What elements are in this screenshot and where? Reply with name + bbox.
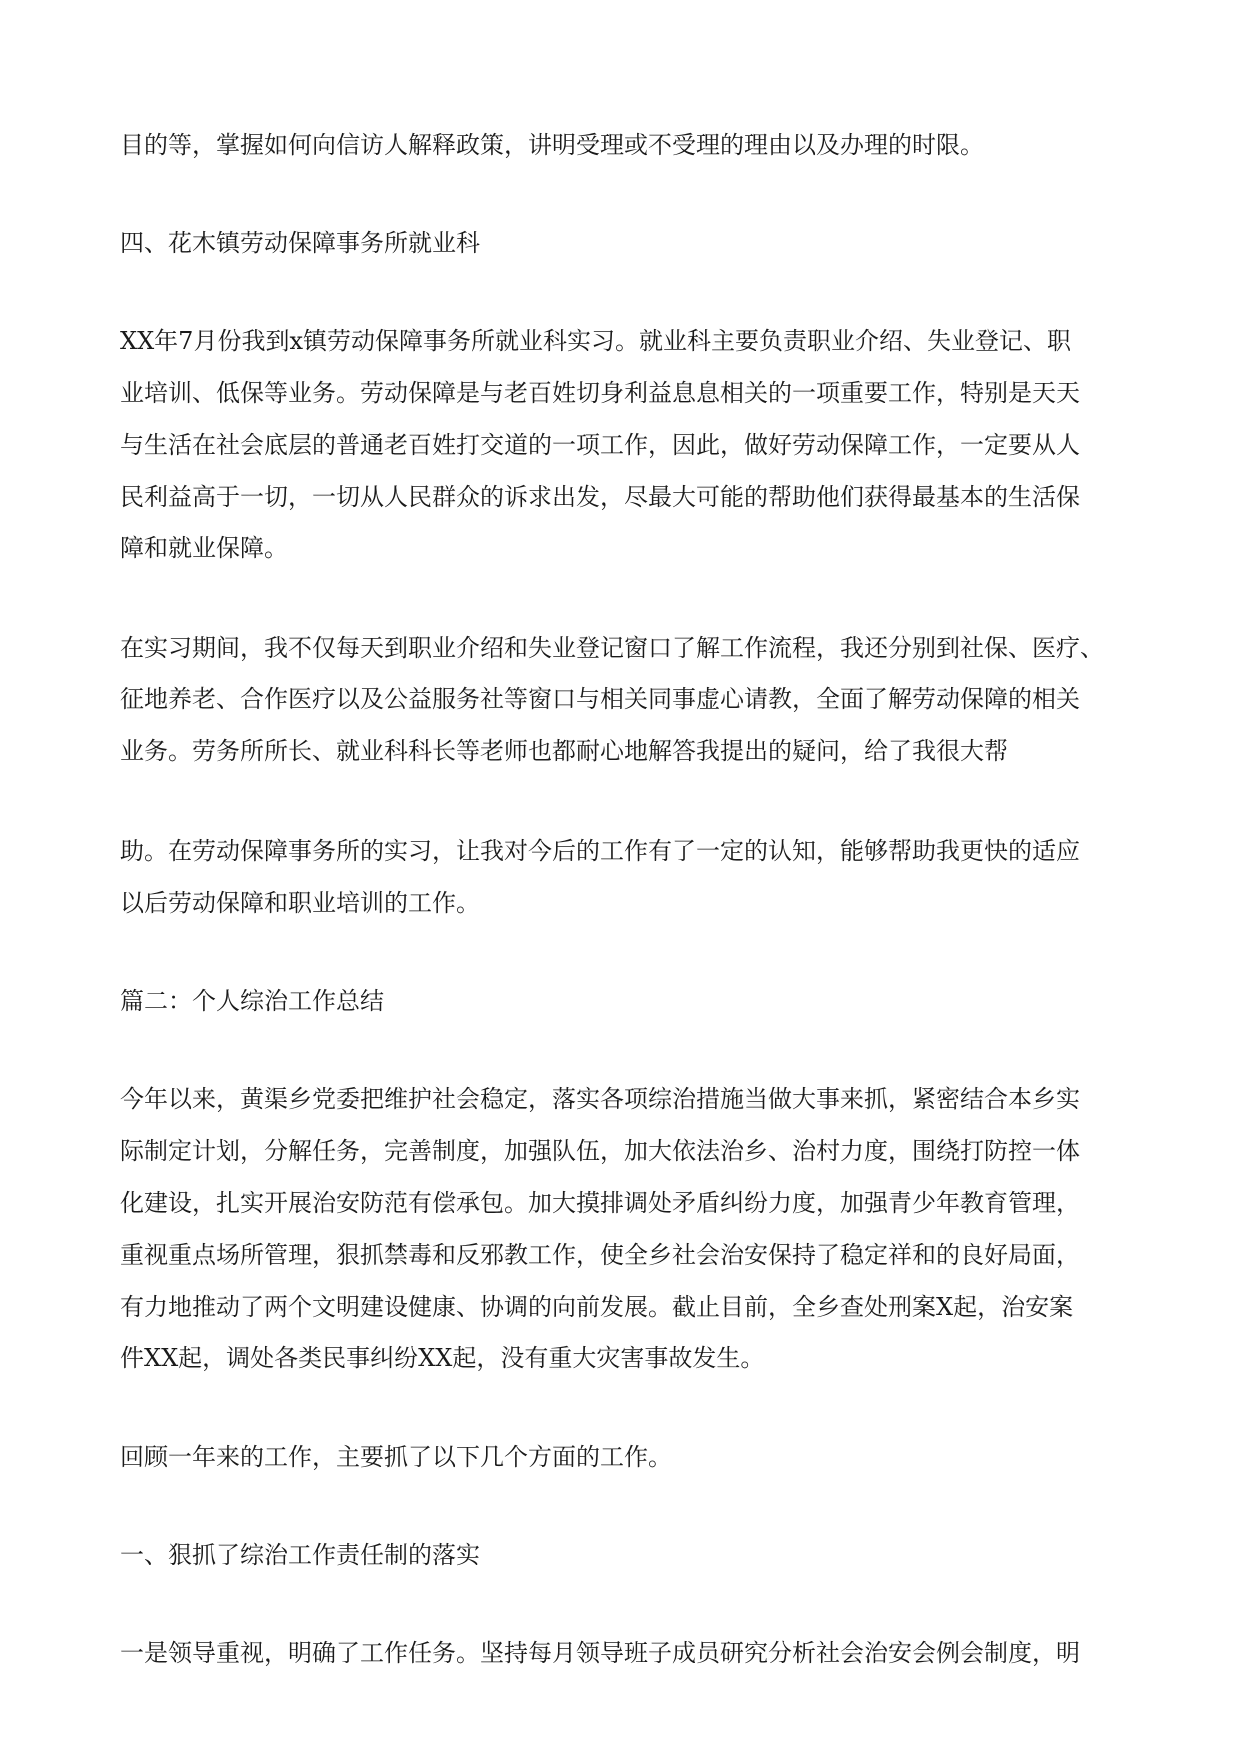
section-heading: 一、狠抓了综治工作责任制的落实 — [120, 1541, 480, 1569]
text-line: 助。在劳动保障事务所的实习，让我对今后的工作有了一定的认知，能够帮助我更快的适应 — [120, 837, 1080, 865]
text-line: 与生活在社会底层的普通老百姓打交道的一项工作，因此，做好劳动保障工作，一定要从人 — [120, 431, 1080, 459]
text-line: 在实习期间，我不仅每天到职业介绍和失业登记窗口了解工作流程，我还分别到社保、医疗、 — [120, 634, 1104, 662]
text-line: 以后劳动保障和职业培训的工作。 — [120, 889, 480, 917]
text-line: 重视重点场所管理，狠抓禁毒和反邪教工作，使全乡社会治安保持了稳定祥和的良好局面， — [120, 1241, 1080, 1269]
text-line: 目的等，掌握如何向信访人解释政策，讲明受理或不受理的理由以及办理的时限。 — [120, 131, 984, 159]
text-line: 障和就业保障。 — [120, 534, 288, 562]
text-line: 今年以来，黄渠乡党委把维护社会稳定，落实各项综治措施当做大事来抓，紧密结合本乡实 — [120, 1085, 1080, 1113]
text-line: 业务。劳务所所长、就业科科长等老师也都耐心地解答我提出的疑问，给了我很大帮 — [120, 737, 1008, 765]
text-line: 有力地推动了两个文明建设健康、协调的向前发展。截止目前，全乡查处刑案X起，治安案 — [120, 1293, 1074, 1321]
text-line: 件XX起，调处各类民事纠纷XX起，没有重大灾害事故发生。 — [120, 1344, 765, 1372]
text-line: 际制定计划，分解任务，完善制度，加强队伍，加大依法治乡、治村力度，围绕打防控一体 — [120, 1137, 1080, 1165]
text-line: 业培训、低保等业务。劳动保障是与老百姓切身利益息息相关的一项重要工作，特别是天天 — [120, 379, 1080, 407]
section-heading: 篇二：个人综治工作总结 — [120, 987, 384, 1015]
text-line: 征地养老、合作医疗以及公益服务社等窗口与相关同事虚心请教，全面了解劳动保障的相关 — [120, 685, 1080, 713]
section-heading: 四、花木镇劳动保障事务所就业科 — [120, 229, 480, 257]
text-line: 民利益高于一切，一切从人民群众的诉求出发，尽最大可能的帮助他们获得最基本的生活保 — [120, 483, 1080, 511]
text-line: 化建设，扎实开展治安防范有偿承包。加大摸排调处矛盾纠纷力度，加强青少年教育管理， — [120, 1189, 1080, 1217]
text-line: XX年7月份我到x镇劳动保障事务所就业科实习。就业科主要负责职业介绍、失业登记、职 — [120, 327, 1071, 355]
text-line: 回顾一年来的工作，主要抓了以下几个方面的工作。 — [120, 1443, 672, 1471]
text-line: 一是领导重视，明确了工作任务。坚持每月领导班子成员研究分析社会治安会例会制度，明 — [120, 1639, 1080, 1667]
